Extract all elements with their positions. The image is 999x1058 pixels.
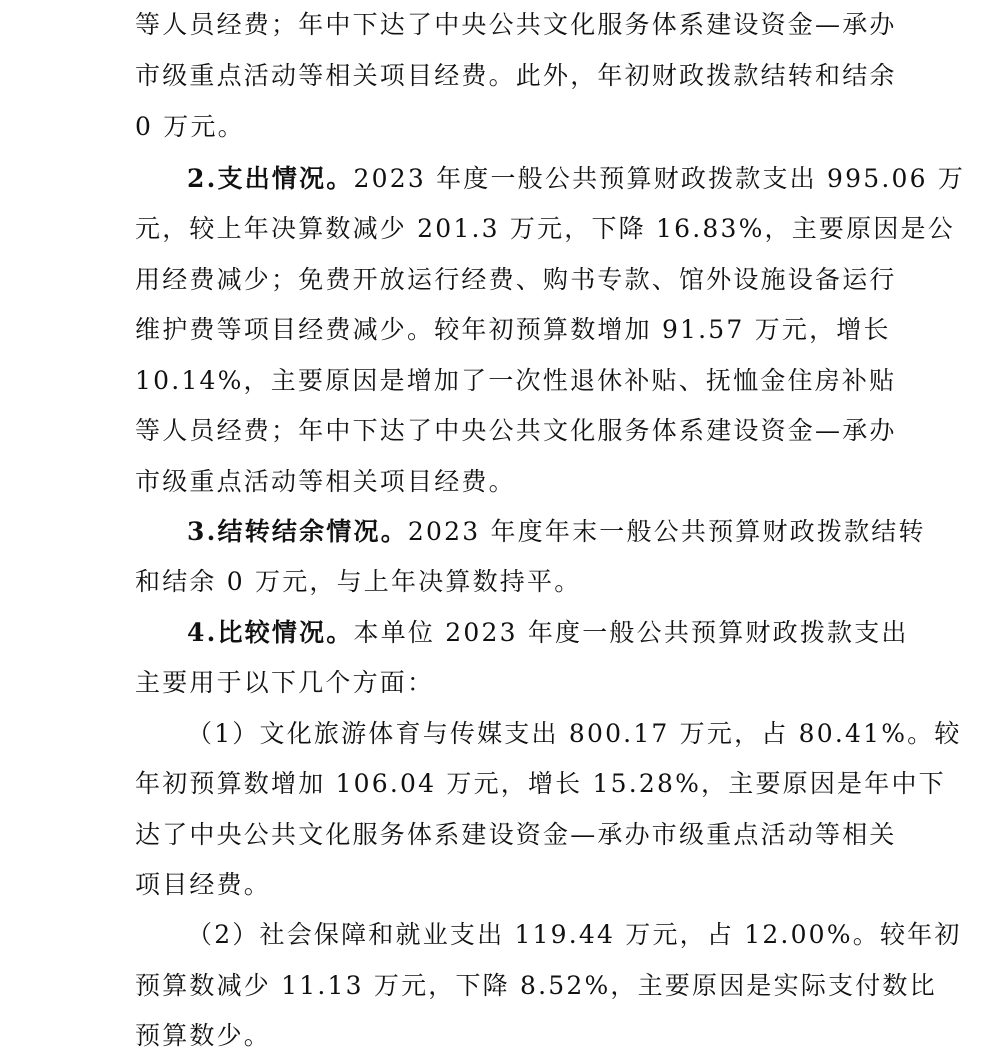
paragraph-line: 项目经费。 [135,870,272,899]
list-item-1: （1）文化旅游体育与传媒支出 800.17 万元，占 80.41%。较 [187,719,962,748]
paragraph-line: 0 万元。 [135,112,245,141]
section-title: 4.比较情况。 [187,618,354,647]
paragraph-line: 和结余 0 万元，与上年决算数持平。 [135,567,582,596]
paragraph-line: 达了中央公共文化服务体系建设资金—承办市级重点活动等相关 [135,820,897,849]
paragraph-line: 等人员经费；年中下达了中央公共文化服务体系建设资金—承办 [135,10,897,39]
list-item-2: （2）社会保障和就业支出 119.44 万元，占 12.00%。较年初 [187,920,962,949]
paragraph-line: 市级重点活动等相关项目经费。此外，年初财政拨款结转和结余 [135,61,897,90]
section-title: 3.结转结余情况。 [187,517,408,546]
paragraph-line: 维护费等项目经费减少。较年初预算数增加 91.57 万元，增长 [135,315,891,344]
section-text: 本单位 2023 年度一般公共预算财政拨款支出 [353,618,909,647]
paragraph-line: 元，较上年决算数减少 201.3 万元，下降 16.83%，主要原因是公 [135,214,955,243]
section-heading-carryover [187,515,926,549]
section-text: 2023 年度年末一般公共预算财政拨款结转 [407,517,926,546]
section-heading-comparison [187,616,909,650]
paragraph-line: 等人员经费；年中下达了中央公共文化服务体系建设资金—承办 [135,416,897,445]
section-text: 2023 年度一般公共预算财政拨款支出 995.06 万 [353,164,966,193]
paragraph-line: 主要用于以下几个方面： [135,668,435,697]
paragraph-line: 市级重点活动等相关项目经费。 [135,467,516,496]
paragraph-line: 预算数减少 11.13 万元，下降 8.52%，主要原因是实际支付数比 [135,971,937,1000]
section-heading-expenditure [187,162,966,196]
paragraph-line: 用经费减少；免费开放运行经费、购书专款、馆外设施设备运行 [135,265,897,294]
paragraph-line: 预算数少。 [135,1021,272,1050]
paragraph-line: 年初预算数增加 106.04 万元，增长 15.28%，主要原因是年中下 [135,769,946,798]
section-title: 2.支出情况。 [187,164,354,193]
paragraph-line: 10.14%，主要原因是增加了一次性退休补贴、抚恤金住房补贴 [135,366,897,395]
